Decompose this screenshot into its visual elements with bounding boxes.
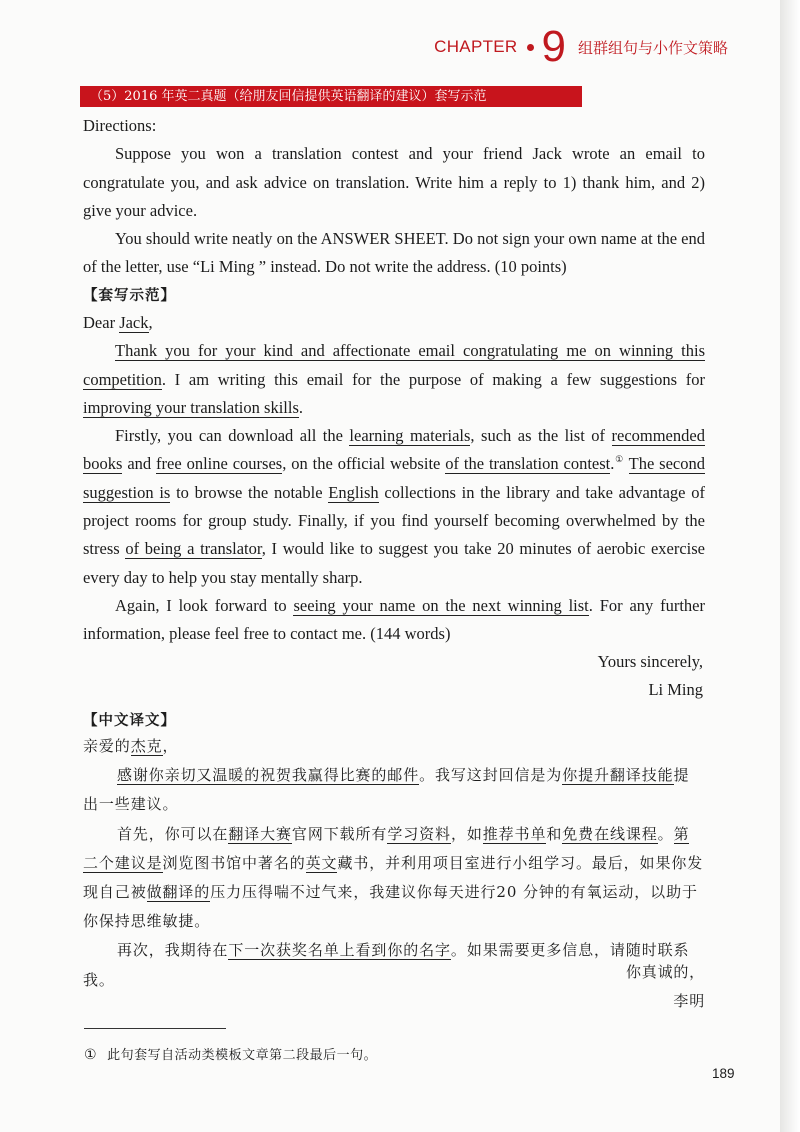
chapter-dot bbox=[527, 44, 534, 51]
translation-greeting bbox=[83, 732, 705, 761]
translation-label: 【中文译文】 bbox=[83, 713, 176, 729]
translation-para-2 bbox=[83, 820, 705, 937]
chapter-label: CHAPTER bbox=[434, 37, 518, 56]
text-span: 。如果需要更多信息，请随时联系我。 bbox=[83, 941, 690, 989]
sample-letter bbox=[83, 309, 705, 649]
highlight-phrase: 免费在线课程 bbox=[562, 824, 658, 843]
sample-label: 【套写示范】 bbox=[83, 288, 176, 304]
greeting-prefix: Dear bbox=[83, 313, 120, 332]
highlight-phrase: seeing your name on the next winning list bbox=[293, 595, 589, 615]
letter-greeting bbox=[83, 309, 705, 337]
translation-signature: 李明 bbox=[673, 992, 705, 1010]
highlight-phrase: 英文 bbox=[305, 853, 338, 872]
footnote bbox=[84, 1044, 377, 1063]
directions-heading: Directions: bbox=[83, 116, 157, 135]
chapter-subtitle: 组群组句与小作文策略 bbox=[577, 38, 728, 57]
text-span: 再次，我期待在 bbox=[117, 941, 229, 960]
highlight-phrase: English bbox=[328, 482, 379, 502]
page-number: 189 bbox=[712, 1066, 735, 1081]
section-banner: （5）2016 年英二真题（给朋友回信提供英语翻译的建议）套写示范 bbox=[80, 86, 582, 107]
letter-para-1 bbox=[83, 337, 705, 422]
chapter-number: 9 bbox=[541, 22, 566, 71]
highlight-phrase: 做翻译的 bbox=[146, 883, 211, 902]
highlight-phrase: free online courses bbox=[156, 454, 283, 474]
text-span: and bbox=[122, 454, 157, 474]
translation-para-1 bbox=[83, 761, 705, 819]
text-span: , I would like to suggest you take 20 minutes of aerobic exercise every day to help you stay mentally sharp. bbox=[83, 539, 706, 587]
letter-para-3 bbox=[83, 592, 705, 649]
text-span: to browse the notable bbox=[170, 482, 329, 502]
highlight-phrase: improving your translation skills bbox=[83, 397, 299, 417]
text-span: ，如 bbox=[450, 824, 483, 843]
highlight-phrase: 感谢你亲切又温暖的祝贺我赢得比赛的邮件 bbox=[117, 766, 420, 785]
text-span: Firstly, you can download all the bbox=[115, 426, 350, 446]
text-span: 和 bbox=[546, 824, 563, 843]
text-span: . For any further information, please feel free to contact me. (144 words) bbox=[83, 595, 705, 644]
highlight-phrase: 第二个建议是 bbox=[83, 824, 690, 872]
highlight-phrase: recommended books bbox=[83, 426, 705, 474]
text-span: 。我写这封回信是为 bbox=[419, 766, 563, 785]
highlight-phrase: Thank you for your kind and affectionate email congratulating me on winning this competition bbox=[83, 341, 705, 389]
text-span: , on the official website bbox=[282, 454, 446, 474]
text-span: collections in the library and take advantage of project rooms for group study. Finally, if you find yourself becoming overwhelmed by the stress bbox=[83, 482, 705, 559]
highlight-phrase: 学习资料 bbox=[387, 824, 451, 843]
highlight-phrase: learning materials bbox=[349, 426, 471, 446]
greeting-prefix: 亲爱的 bbox=[83, 737, 131, 755]
text-span: , such as the list of bbox=[470, 426, 612, 446]
text-span: . bbox=[298, 397, 303, 417]
footnote-reference: ① bbox=[614, 454, 624, 465]
greeting-name: 杰克 bbox=[130, 737, 163, 755]
text-span: 压力压得喘不过气来，我建议你每天进行20 分钟的有氧运动，以助于你保持思维敏捷。 bbox=[83, 883, 698, 931]
text-span: 藏书，并利用项目室进行小组学习。最后，如果你发现自己被 bbox=[83, 853, 704, 902]
text-span: Again, I look forward to bbox=[115, 595, 294, 615]
directions-para-2: You should write neatly on the ANSWER SHEET. Do not sign your own name at the end of the letter, use “Li Ming ” instead. Do not write the address. (10 points) bbox=[83, 229, 705, 277]
footnote-divider bbox=[84, 1028, 226, 1029]
letter-closing: Yours sincerely, bbox=[597, 652, 703, 671]
highlight-phrase: of the translation contest bbox=[445, 454, 611, 474]
highlight-phrase: 你提升翻译技能 bbox=[562, 766, 674, 785]
footnote-text: 此句套写自活动类模板文章第二段最后一句。 bbox=[107, 1048, 378, 1063]
highlight-phrase: 翻译大赛 bbox=[228, 824, 292, 843]
highlight-phrase: of being a translator bbox=[125, 539, 262, 559]
translation-closing: 你真诚的， bbox=[625, 963, 705, 981]
greeting-suffix: ， bbox=[162, 737, 179, 755]
text-span: . bbox=[610, 454, 615, 474]
text-span: 官网下载所有 bbox=[291, 824, 388, 843]
letter-para-2 bbox=[83, 422, 705, 592]
page-edge bbox=[780, 0, 800, 1132]
text-span bbox=[624, 454, 629, 473]
chapter-header bbox=[434, 22, 728, 72]
highlight-phrase: 推荐书单 bbox=[482, 824, 547, 843]
directions-para-1: Suppose you won a translation contest and your friend Jack wrote an email to congratulate you, and ask advice on translation. Write him a reply to 1) thank him, and 2) give your advice. bbox=[83, 144, 705, 220]
footnote-mark: ① bbox=[84, 1047, 98, 1063]
text-span: 浏览图书馆中著名的 bbox=[162, 853, 306, 872]
highlight-phrase: 下一次获奖名单上看到你的名字 bbox=[228, 941, 451, 960]
highlight-phrase: The second suggestion is bbox=[83, 454, 705, 502]
greeting-suffix: , bbox=[148, 313, 153, 332]
text-span: 。 bbox=[657, 824, 674, 843]
translation-letter bbox=[83, 732, 705, 995]
directions-block bbox=[83, 112, 705, 282]
letter-signature: Li Ming bbox=[648, 680, 703, 699]
text-span: . I am writing this email for the purpose of making a few suggestions for bbox=[161, 369, 705, 389]
text-span: 首先，你可以在 bbox=[117, 824, 229, 843]
text-span: 提出一些建议。 bbox=[83, 766, 690, 814]
greeting-name: Jack bbox=[119, 313, 149, 332]
